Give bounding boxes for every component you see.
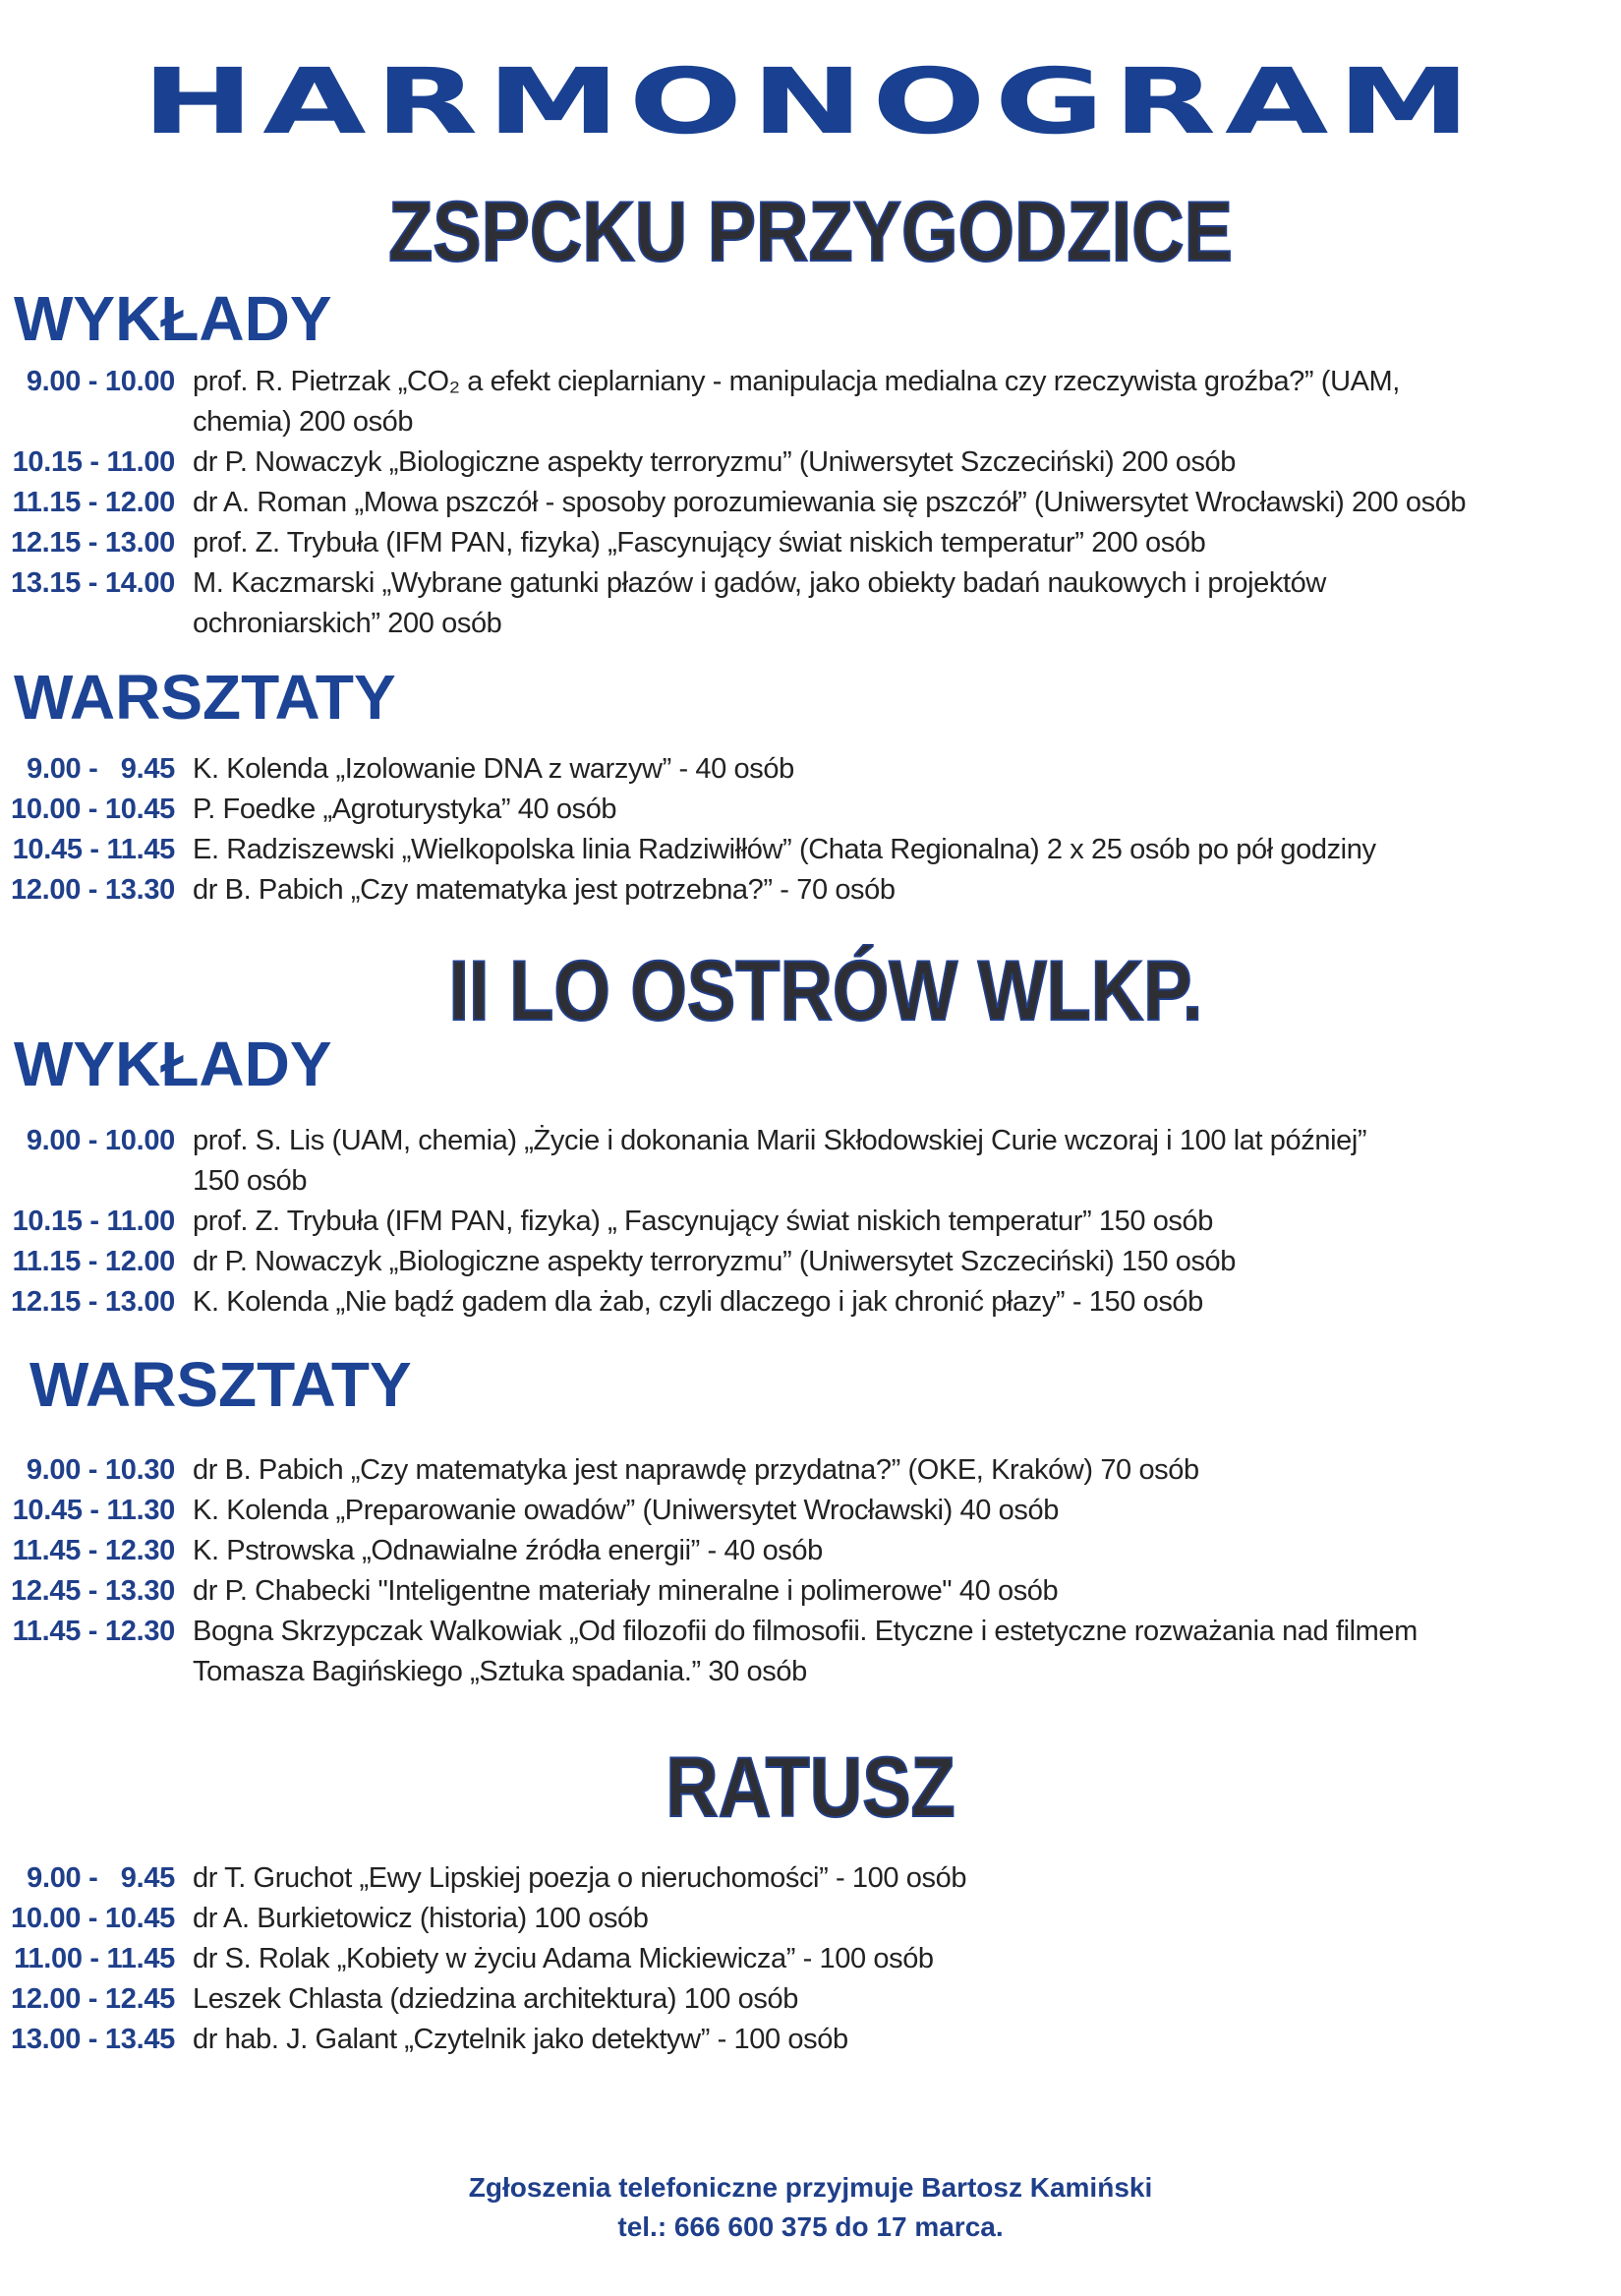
- event-description: dr P. Nowaczyk „Biologiczne aspekty terroryzmu” (Uniwersytet Szczeciński) 150 osób: [193, 1246, 1237, 1277]
- schedule-row: [0, 870, 1621, 911]
- schedule-row: [0, 1979, 1621, 2020]
- footer-contact: [0, 2168, 1621, 2247]
- event-text: Bogna Skrzypczak Walkowiak „Od filozofii do filmosofii. Etyczne i estetyczne rozważania nad filmem: [193, 1616, 1418, 1647]
- time-slot: 12.15 - 13.00: [10, 1286, 175, 1318]
- time-slot: 11.15 - 12.00: [12, 1246, 175, 1277]
- event-description: K. Kolenda „Preparowanie owadów” (Uniwersytet Wrocławski) 40 osób: [193, 1495, 1059, 1526]
- time-slot: 12.00 - 13.30: [10, 874, 175, 906]
- time-slot: 10.15 - 11.00: [12, 446, 175, 478]
- time-slot: 11.45 - 12.30: [12, 1616, 175, 1647]
- schedule-row: [0, 1202, 1621, 1242]
- event-description: K. Pstrowska „Odnawialne źródła energii” - 40 osób: [193, 1535, 823, 1566]
- schedule-row: [0, 830, 1621, 870]
- schedule-row: [0, 1939, 1621, 1979]
- time-slot: 9.00 - 10.00: [26, 366, 175, 397]
- schedule-row: [0, 1242, 1621, 1282]
- schedule-row: [0, 563, 1621, 644]
- event-description: dr P. Chabecki "Inteligentne materiały mineralne i polimerowe" 40 osób: [193, 1575, 1059, 1607]
- event-description: dr A. Roman „Mowa pszczół - sposoby porozumiewania się pszczół” (Uniwersytet Wrocławski) 200 osób: [193, 487, 1467, 518]
- time-slot: 11.15 - 12.00: [12, 487, 175, 518]
- time-slot: 11.00 - 11.45: [14, 1943, 175, 1974]
- schedule-list-ratusz: [0, 1858, 1621, 2060]
- footer-registration-text: Zgłoszenia telefoniczne przyjmuje Bartosz Kamiński: [468, 2172, 1153, 2203]
- time-slot: 9.00 - 10.00: [26, 1125, 175, 1156]
- time-slot: 12.45 - 13.30: [10, 1575, 175, 1607]
- event-text-continued: 150 osób: [193, 1165, 308, 1197]
- schedule-row: [0, 523, 1621, 563]
- section-heading-workshops: WARSZTATY: [14, 662, 396, 733]
- lectures-list-przygodzice: [0, 362, 1621, 644]
- venue-title-ostrow: II LO OSTRÓW WLKP.: [448, 944, 1203, 1038]
- event-description: prof. Z. Trybuła (IFM PAN, fizyka) „ Fascynujący świat niskich temperatur” 150 osób: [193, 1206, 1213, 1237]
- event-description: dr hab. J. Galant „Czytelnik jako detektyw” - 100 osób: [193, 2024, 848, 2055]
- time-slot: 13.15 - 14.00: [10, 567, 175, 599]
- time-slot: 9.00 - 9.45: [27, 1862, 175, 1894]
- time-slot: 12.00 - 12.45: [10, 1983, 175, 2015]
- time-slot: 13.00 - 13.45: [10, 2024, 175, 2055]
- event-description: E. Radziszewski „Wielkopolska linia Radziwiłłów” (Chata Regionalna) 2 x 25 osób po pół godziny: [193, 834, 1376, 865]
- time-slot: 10.15 - 11.00: [12, 1206, 175, 1237]
- event-description: [193, 1612, 1621, 1692]
- schedule-row: [0, 1491, 1621, 1531]
- event-description: dr A. Burkietowicz (historia) 100 osób: [193, 1903, 649, 1934]
- event-description: [193, 563, 1621, 644]
- schedule-row: [0, 749, 1621, 790]
- time-slot: 11.45 - 12.30: [12, 1535, 175, 1566]
- footer-phone-text: tel.: 666 600 375 do 17 marca.: [617, 2211, 1004, 2242]
- section-heading-workshops: WARSZTATY: [29, 1349, 412, 1420]
- time-slot: 12.15 - 13.00: [10, 527, 175, 559]
- event-description: dr T. Gruchot „Ewy Lipskiej poezja o nieruchomości” - 100 osób: [193, 1862, 967, 1894]
- section-heading-lectures: WYKŁADY: [14, 1029, 332, 1099]
- schedule-row: [0, 2020, 1621, 2060]
- event-description: dr B. Pabich „Czy matematyka jest naprawdę przydatna?” (OKE, Kraków) 70 osób: [193, 1454, 1199, 1486]
- schedule-row: [0, 362, 1621, 442]
- time-slot: 9.00 - 10.30: [26, 1454, 175, 1486]
- page-title: HARMONOGRAM: [142, 49, 1479, 154]
- event-text: M. Kaczmarski „Wybrane gatunki płazów i gadów, jako obiekty badań naukowych i projektów: [193, 567, 1326, 599]
- schedule-row: [0, 1612, 1621, 1692]
- event-text-continued: Tomasza Bagińskiego „Sztuka spadania.” 30 osób: [193, 1656, 807, 1687]
- event-description: dr B. Pabich „Czy matematyka jest potrzebna?” - 70 osób: [193, 874, 896, 906]
- venue-title-ratusz: RATUSZ: [666, 1740, 955, 1835]
- event-description: [193, 362, 1621, 442]
- event-description: K. Kolenda „Izolowanie DNA z warzyw” - 40 osób: [193, 753, 794, 785]
- event-text: prof. R. Pietrzak „CO₂ a efekt cieplarniany - manipulacja medialna czy rzeczywista groźba?” (UAM,: [193, 366, 1400, 397]
- schedule-row: [0, 790, 1621, 830]
- schedule-row: [0, 1121, 1621, 1202]
- schedule-row: [0, 442, 1621, 483]
- time-slot: 10.45 - 11.30: [12, 1495, 175, 1526]
- venue-title-przygodzice: ZSPCKU PRZYGODZICE: [388, 185, 1233, 279]
- event-description: dr S. Rolak „Kobiety w życiu Adama Mickiewicza” - 100 osób: [193, 1943, 934, 1974]
- workshops-list-ostrow: [0, 1450, 1621, 1692]
- event-text-continued: chemia) 200 osób: [193, 406, 414, 438]
- time-slot: 10.00 - 10.45: [10, 794, 175, 825]
- schedule-row: [0, 483, 1621, 523]
- schedule-row: [0, 1450, 1621, 1491]
- event-description: prof. Z. Trybuła (IFM PAN, fizyka) „Fascynujący świat niskich temperatur” 200 osób: [193, 527, 1206, 559]
- event-description: [193, 1121, 1621, 1202]
- schedule-row: [0, 1571, 1621, 1612]
- lectures-list-ostrow: [0, 1121, 1621, 1323]
- event-description: K. Kolenda „Nie bądź gadem dla żab, czyli dlaczego i jak chronić płazy” - 150 osób: [193, 1286, 1203, 1318]
- schedule-row: [0, 1282, 1621, 1323]
- schedule-row: [0, 1899, 1621, 1939]
- section-heading-lectures: WYKŁADY: [14, 283, 332, 354]
- time-slot: 9.00 - 9.45: [27, 753, 175, 785]
- time-slot: 10.00 - 10.45: [10, 1903, 175, 1934]
- event-description: Leszek Chlasta (dziedzina architektura) 100 osób: [193, 1983, 798, 2015]
- event-description: P. Foedke „Agroturystyka” 40 osób: [193, 794, 617, 825]
- event-text: prof. S. Lis (UAM, chemia) „Życie i dokonania Marii Skłodowskiej Curie wczoraj i 100 lat później”: [193, 1125, 1367, 1156]
- schedule-row: [0, 1858, 1621, 1899]
- time-slot: 10.45 - 11.45: [12, 834, 175, 865]
- event-text-continued: ochroniarskich” 200 osób: [193, 608, 502, 639]
- workshops-list-przygodzice: [0, 749, 1621, 911]
- event-description: dr P. Nowaczyk „Biologiczne aspekty terroryzmu” (Uniwersytet Szczeciński) 200 osób: [193, 446, 1237, 478]
- schedule-row: [0, 1531, 1621, 1571]
